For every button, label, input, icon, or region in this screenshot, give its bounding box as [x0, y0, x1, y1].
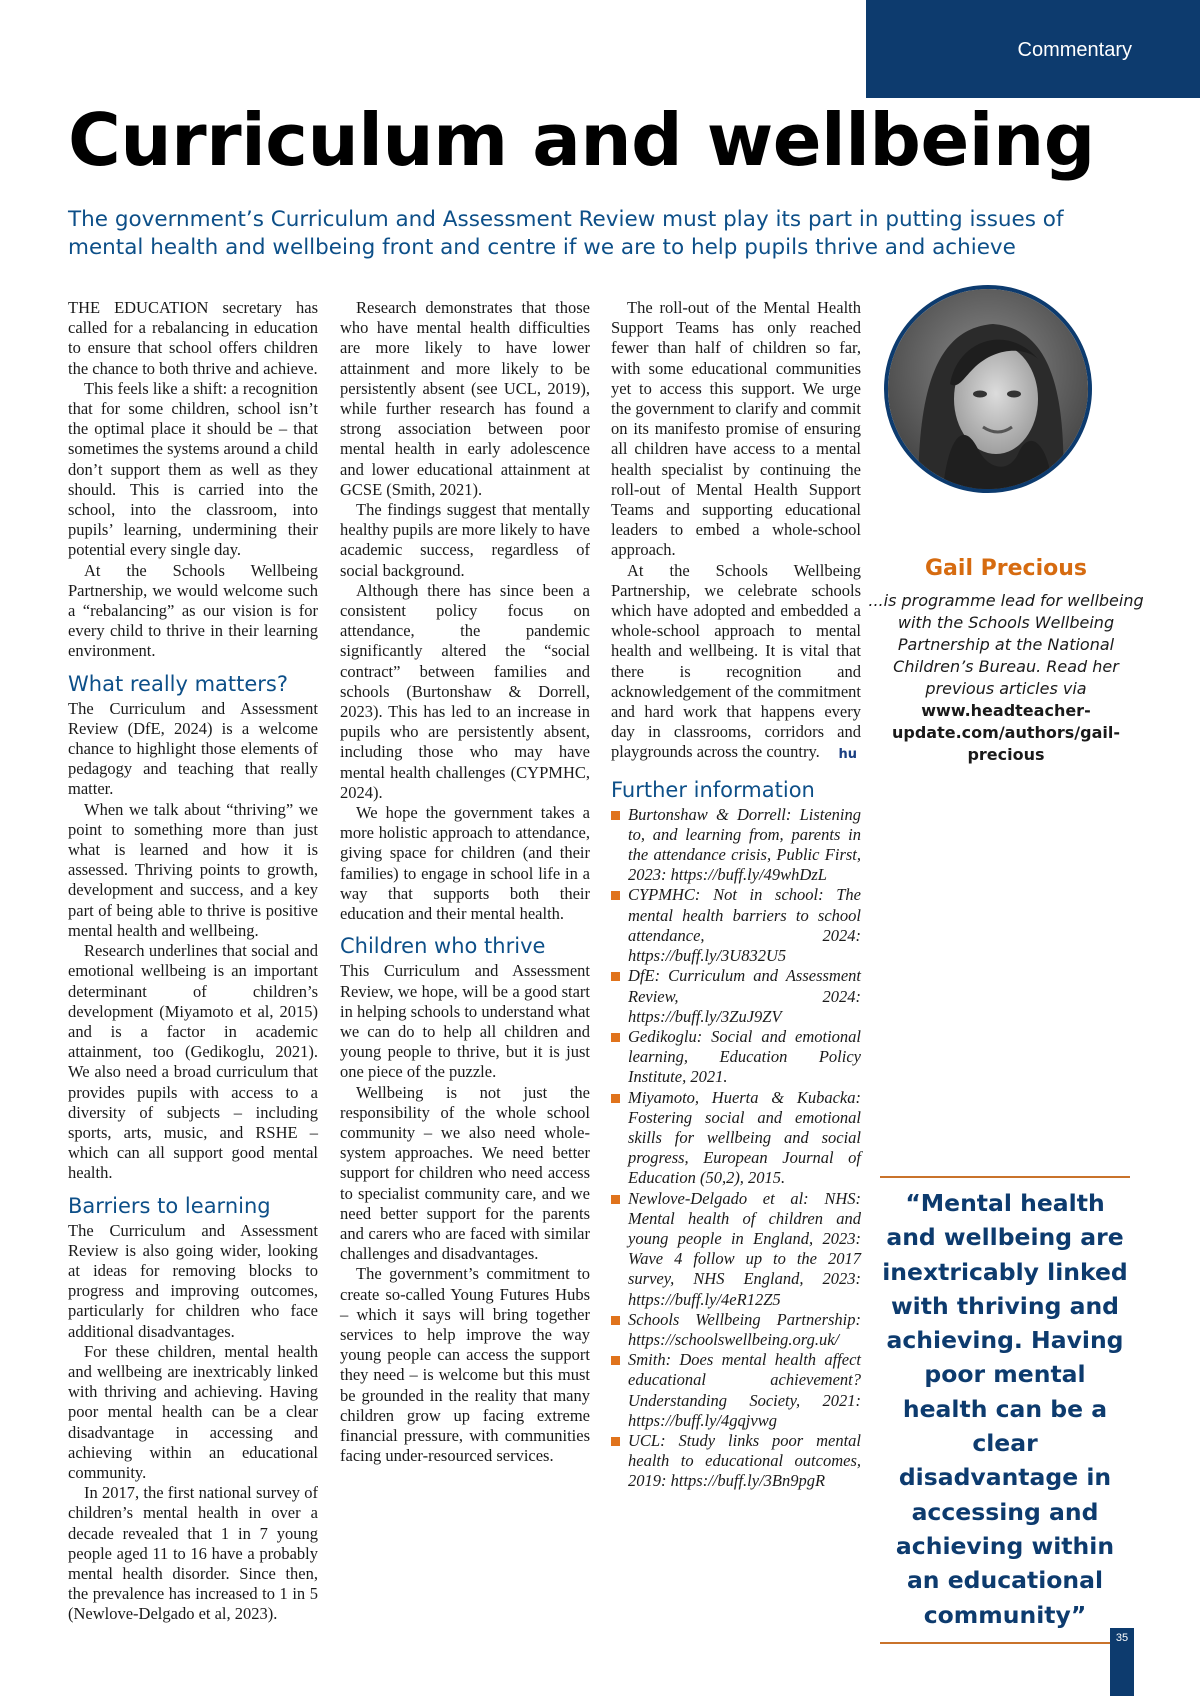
paragraph: Research underlines that social and emotional wellbeing is an important determinant of children’s development (Miyamoto et al, 2015) and is a factor in academic attainment, too (Gedikoglu, 2021). We also need a broad curriculum that provides pupils with access to a diversity of subjects – including sports, arts, music, and RSHE – which can all support good mental health.	[68, 941, 318, 1183]
square-bullet-icon	[611, 1033, 620, 1042]
square-bullet-icon	[611, 1094, 620, 1103]
paragraph: The government’s commitment to create so-called Young Futures Hubs – which it says will bring together services to help improve the way young people can access the support they need – is welcome but this must be grounded in the reality that many children grow up facing extreme financial pressure, with communities facing under-resourced services.	[340, 1264, 590, 1466]
square-bullet-icon	[611, 891, 620, 900]
square-bullet-icon	[611, 1316, 620, 1325]
paragraph: The Curriculum and Assessment Review (DfE, 2024) is a welcome chance to highlight those elements of pedagogy and teaching that really matter.	[68, 698, 318, 799]
article-column-3	[611, 298, 861, 1492]
article-column-1	[68, 298, 318, 1625]
square-bullet-icon	[611, 1195, 620, 1204]
paragraph: The roll-out of the Mental Health Support Teams has only reached fewer than half of children so far, with some educational communities yet to access this support. We urge the government to clarify and commit on its manifesto promise of ensuring all children have access to a mental health specialist by continuing the roll-out of Mental Health Support Teams and supporting educational leaders to embed a whole-school approach.	[611, 298, 861, 560]
paragraph: THE EDUCATION secretary has called for a rebalancing in education to ensure that school offers children the chance to both thrive and achieve.	[68, 298, 318, 378]
paragraph: At the Schools Wellbeing Partnership, we celebrate schools which have adopted and embedded a whole-school approach to mental health and wellbeing. It is vital that there is recognition and acknowledgement of the commitment and hard work that happens every day in classrooms, corridors and playgrounds across the country. hu	[611, 561, 861, 763]
square-bullet-icon	[611, 1356, 620, 1365]
square-bullet-icon	[611, 1437, 620, 1446]
reference-item: Schools Wellbeing Partnership: https://schoolswellbeing.org.uk/	[611, 1310, 861, 1350]
author-articles-link[interactable]: www.headteacher-update.com/authors/gail-precious	[892, 701, 1120, 764]
paragraph: For these children, mental health and wellbeing are inextricably linked with thriving and achieving. Having poor mental health can be a clear disadvantage in accessing and achieving within an educational community.	[68, 1341, 318, 1482]
author-photo	[884, 285, 1092, 493]
reference-item: DfE: Curriculum and Assessment Review, 2024: https://buff.ly/3ZuJ9ZV	[611, 966, 861, 1027]
paragraph: Wellbeing is not just the responsibility of the whole school community – we also need whole-system approaches. We need better support for children who need access to specialist community care, and we need better support for the parents and carers who are faced with similar challenges and disadvantages.	[340, 1082, 590, 1264]
further-info-list	[611, 805, 861, 1492]
further-info-heading: Further information	[611, 777, 815, 802]
paragraph: We hope the government takes a more holistic approach to attendance, giving space for children (and their families) to engage in school life in a way that supports both their education and their mental health.	[340, 803, 590, 924]
reference-item: CYPMHC: Not in school: The mental health barriers to school attendance, 2024: https://buff.ly/3U832U5	[611, 885, 861, 966]
section-tab	[866, 0, 1200, 98]
paragraph: At the Schools Wellbeing Partnership, we would welcome such a “rebalancing” as our vision is for every child to thrive in their learning environment.	[68, 560, 318, 661]
square-bullet-icon	[611, 972, 620, 981]
reference-item: Gedikoglu: Social and emotional learning, Education Policy Institute, 2021.	[611, 1027, 861, 1088]
portrait-icon	[888, 289, 1088, 489]
paragraph: The findings suggest that mentally healthy pupils are more likely to have academic success, regardless of social background.	[340, 500, 590, 580]
author-role: ...is programme lead for wellbeing with the Schools Wellbeing Partnership at the National Children’s Bureau. Read her previous articles via	[868, 591, 1144, 698]
drop-caps: THE EDUCATION	[68, 298, 209, 317]
headline: Curriculum and wellbeing	[68, 98, 1095, 182]
reference-item: Burtonshaw & Dorrell: Listening to, and learning from, parents in the attendance crisis, Public First, 2023: https://buff.ly/49whDzL	[611, 805, 861, 886]
page-number: 35	[1110, 1628, 1134, 1696]
author-bio	[866, 590, 1146, 766]
square-bullet-icon	[611, 811, 620, 820]
paragraph: This feels like a shift: a recognition that for some children, school isn’t the optimal place it should be – that sometimes the systems around a child don’t support them as well as they should. This is carried into the school, into the classroom, into pupils’ learning, undermining their potential every single day.	[68, 378, 318, 560]
paragraph: The Curriculum and Assessment Review is also going wider, looking at ideas for removing blocks to progress and improving outcomes, particularly for children who face additional disadvantages.	[68, 1220, 318, 1341]
subheading-children-thrive: Children who thrive	[340, 934, 546, 959]
reference-item: UCL: Study links poor mental health to educational outcomes, 2019: https://buff.ly/3Bn9pgR	[611, 1431, 861, 1492]
standfirst: The government’s Curriculum and Assessment Review must play its part in putting issues of mental health and wellbeing front and centre if we are to help pupils thrive and achieve	[68, 207, 1064, 260]
paragraph: Although there has since been a consistent policy focus on attendance, the pandemic significantly altered the “social contract” between families and schools (Burtonshaw & Dorrell, 2023). This has led to an increase in pupils who are persistently absent, including those who may have mental health challenges (CYPMHC, 2024).	[340, 580, 590, 802]
reference-item: Newlove-Delgado et al: NHS: Mental health of children and young people in England, 2023: Wave 4 follow up to the 2017 survey, NHS England, 2023: https://buff.ly/4eR12Z5	[611, 1189, 861, 1310]
reference-item: Smith: Does mental health affect educational achievement? Understanding Society, 2021: https://buff.ly/4gqjvwg	[611, 1350, 861, 1431]
paragraph: When we talk about “thriving” we point to something more than just what is learned and how it is assessed. Thriving points to growth, development and success, and a key part of being able to thrive is positive mental health and wellbeing.	[68, 799, 318, 940]
author-name: Gail Precious	[925, 556, 1087, 581]
section-label: Commentary	[1017, 38, 1132, 61]
subheading-what-matters: What really matters?	[68, 671, 289, 696]
paragraph: In 2017, the first national survey of children’s mental health in over a decade revealed that 1 in 7 young people aged 11 to 16 have a probably mental health disorder. Since then, the prevalence has increased to 1 in 5 (Newlove-Delgado et al, 2023).	[68, 1483, 318, 1624]
paragraph: This Curriculum and Assessment Review, we hope, will be a good start in helping schools to understand what we can do to help all children and young people to thrive, but it is just one piece of the puzzle.	[340, 961, 590, 1082]
end-mark-icon: hu	[838, 747, 857, 763]
paragraph: Research demonstrates that those who have mental health difficulties are more likely to have lower attainment and more likely to be persistently absent (see UCL, 2019), while further research has found a strong association between poor mental health in early adolescence and lower educational attainment at GCSE (Smith, 2021).	[340, 298, 590, 499]
subheading-barriers: Barriers to learning	[68, 1193, 271, 1218]
reference-item: Miyamoto, Huerta & Kubacka: Fostering social and emotional skills for wellbeing and social progress, European Journal of Education (50,2), 2015.	[611, 1088, 861, 1189]
article-column-2	[340, 298, 590, 1466]
pull-quote: “Mental health and wellbeing are inextricably linked with thriving and achieving. Having poor mental health can be a clear disadvantage in accessing and achieving within an educational community”	[880, 1176, 1130, 1644]
